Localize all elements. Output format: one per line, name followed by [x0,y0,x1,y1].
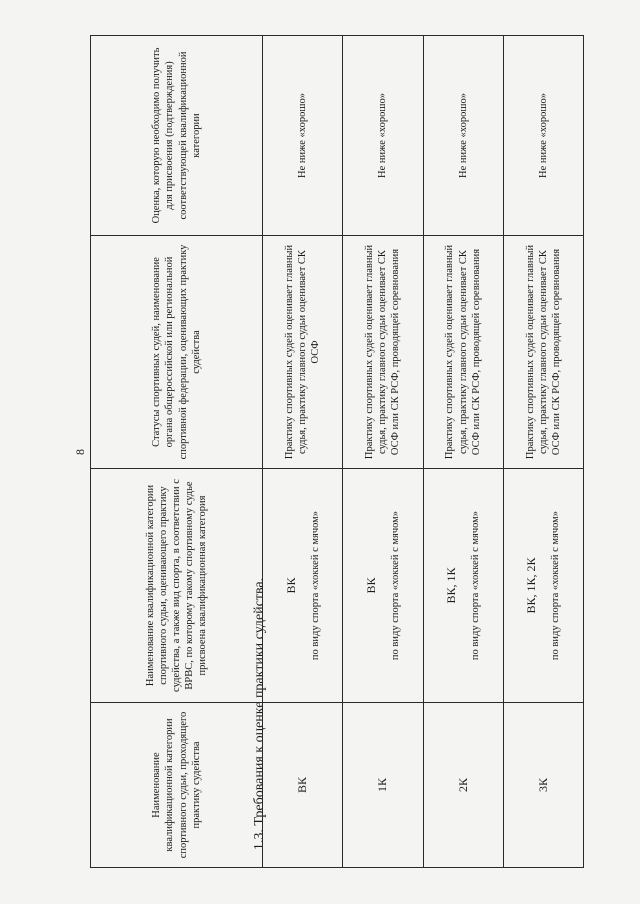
table-row [343,36,423,868]
cell-trainee-category: 2К [423,703,503,868]
evaluator-category: ВК, 1К, 2К [524,557,539,614]
evaluator-sport: по виду спорта «хоккей с мячом» [470,510,482,661]
cell-evaluator-status: Практику спортивных судей оценивает главный судья, практику главного судьи оценивает СК ОСФ или СК РСФ, проводящей соревнования [423,236,503,469]
cell-required-grade: Не ниже «хорошо» [423,36,503,236]
evaluator-category: ВК [363,577,378,594]
table-row [263,36,343,868]
cell-required-grade: Не ниже «хорошо» [503,36,583,236]
evaluator-sport: по виду спорта «хоккей с мячом» [389,510,401,661]
table-header-row [91,36,263,868]
header-required-grade: Оценка, которую необходимо получить для присвоения (подтверждения) соответствующей квалификационной категории [91,36,263,236]
cell-evaluator [423,469,503,703]
cell-required-grade: Не ниже «хорошо» [263,36,343,236]
cell-evaluator-status: Практику спортивных судей оценивает главный судья, практику главного судьи оценивает СК ОСФ или СК РСФ, проводящей соревнования [503,236,583,469]
cell-evaluator [263,469,343,703]
evaluator-sport: по виду спорта «хоккей с мячом» [309,510,321,661]
cell-trainee-category: 1К [343,703,423,868]
cell-trainee-category: ВК [263,703,343,868]
cell-trainee-category: 3К [503,703,583,868]
header-evaluator-category: Наименование квалификационной категории спортивного судьи, оценивающего практику судейства, а также вид спорта, в соответствии с ВРВС, по которому такому спортивному судье присвоена квалификационная категория [91,469,263,703]
cell-evaluator [503,469,583,703]
evaluator-category: ВК [283,577,298,594]
cell-required-grade: Не ниже «хорошо» [343,36,423,236]
table-row [503,36,583,868]
header-evaluator-status: Статусы спортивных судей, наименование органа общероссийской или региональной спортивной федерации, оценивающих практику судейства [91,236,263,469]
cell-evaluator [343,469,423,703]
judging-practice-table-wrapper [90,36,584,868]
table-row [423,36,503,868]
section-title: 1.3. Требования к оценке практики судейства. [252,577,267,851]
evaluator-sport: по виду спорта «хоккей с мячом» [550,510,562,661]
cell-evaluator-status: Практику спортивных судей оценивает главный судья, практику главного судьи оценивает СК ОСФ [263,236,343,469]
cell-evaluator-status: Практику спортивных судей оценивает главный судья, практику главного судьи оценивает СК ОСФ или СК РСФ, проводящей соревнования [343,236,423,469]
header-trainee-category: Наименование квалификационной категории спортивного судьи, проходящего практику судейства [91,703,263,868]
evaluator-category: ВК, 1К [444,567,459,604]
judging-practice-table [90,35,584,868]
page-number: 8 [73,449,87,455]
